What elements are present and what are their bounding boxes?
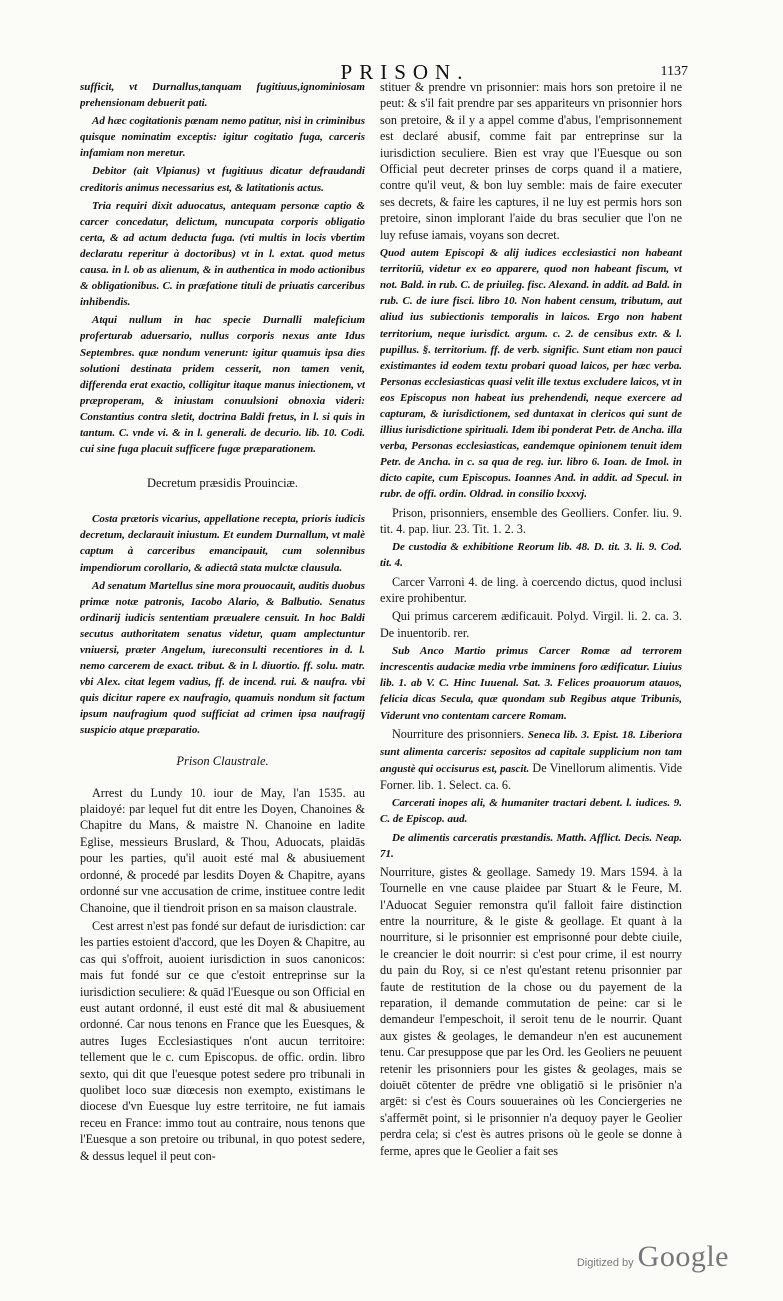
paragraph: Costa prætoris vicarius, appellatione recepta, prioris iudicis decretum, declarauit iniustum. Et eundem Durnallum, vt malè captum à carceribus emancipauit, cum solennibus impendiorum corollario, & adiectâ stata mulctæ clausula. xyxy=(80,513,365,574)
paragraph: Carcerati inopes ali, & humaniter tractari debent. l. iudices. 9. C. de Episcop. aud. xyxy=(380,797,682,826)
google-logo: Google xyxy=(637,1240,729,1273)
paragraph xyxy=(380,726,682,794)
paragraph: Debitor (ait Vlpianus) vt fugitiuus dicatur defraudandi creditoris animus necessarius est, & latitationis actus. xyxy=(80,165,365,194)
right-column xyxy=(380,79,682,1229)
left-column xyxy=(80,79,365,1229)
paragraph: Tria requiri dixit aduocatus, antequam personæ captio & carcer concedatur, delictum, nuncupata corporis obligatio certa, & ad actum deducta fuga. (vti multis in locis vbertim declaratu reperitur à doctoribus) vt in l. extat. quod metus causa. in l. ob as alienum, & in authentica in modo actionibus & obligationibus. C. in præfatione tituli de priuatis carceribus inhibendis. xyxy=(80,199,365,309)
watermark-prefix: Digitized by xyxy=(576,1257,634,1269)
paragraph: Ad hæc cogitationis pœnam nemo patitur, nisi in criminibus quisque nominatim exceptis: igitur cogitatio fuga, carceris infamiam non meretur. xyxy=(80,115,365,160)
paragraph: Qui primus carcerem ædificauit. Polyd. Virgil. li. 2. ca. 3. De inuentorib. rer. xyxy=(380,609,682,640)
section-heading: Prison Claustrale. xyxy=(176,753,269,768)
paragraph-reference: De Vinellorum alimentis. Vide Forner. lib. 1. Select. ca. 6. xyxy=(380,760,682,792)
section-heading: Decretum præsidis Prouinciæ. xyxy=(146,476,299,491)
paragraph: De alimentis carceratis præstandis. Matth. Afflict. Decis. Neap. 71. xyxy=(380,831,682,860)
paragraph: stituer & prendre vn prisonnier: mais hors son pretoire il ne peut: & s'il fait prendre par ses appariteurs vn prisonnier hors son pretoire, & il y a appel comme d'abus, l'emprisonnement est declaré abusif, comme fait par entreprinse sur la iurisdiction seculiere. Bien est vray que l'Euesque ou son Official peut decreter prinses de corps quand il a matiere, contre qu'il veut, & bon luy semble: mais de faire executer ses decrets, & faire les captures, il ne luy est permis hors son pretoire, sinon implorant l'aide du bras seculier que l'on ne luy refuse iamais, voyans son decret. xyxy=(380,80,682,242)
google-watermark xyxy=(577,1240,729,1274)
paragraph-citation: Seneca lib. 3. Epist. 18. Liberiora sunt alimenta carceris: sepositos ad capitale supplicium non tam angustè qui occisurus est, pascit. xyxy=(380,728,682,775)
paragraph: Nourriture, gistes & geollage. Samedy 19. Mars 1594. à la Tournelle en vne cause plaidee par Stuart & le Feure, M. l'Aduocat Seguier remonstra qu'il falloit faire distinction entre la nourriture, & le giste & geollage. Et quant à la nourriture, si le prisonnier est emprisonné pour debte ciuile, le creancier le doit nourrir: si c'est pour crime, il est nourry du pain du Roy, si ce n'est qu'estant retenu prisonnier par faute de restitution de la chose ou du payement de la reparation, il demande commutation de peine: car si le demandeur l'empeschoit, il seroit tenu de le nourrir. Quant aux gistes & geolages, le demandeur n'en est aucunement tenu. Car presuppose que par les Ord. les Geoliers ne peuuent retenir les prisonniers pour les gistes & geolages, mais se doiuēt cōtenter de prēdre vne obligatiō si le prisōnier n'a argēt: si c'est ès Cours souueraines où les Conciergeries ne s'affermēt point, si le prisonnier n'a dequoy payer le Geolier perdra cela; si c'est ès autres prisons où le geole se donne à ferme, apres que le Geolier a fait ses xyxy=(380,864,682,1158)
paragraph-lead: Nourriture des prisonniers. xyxy=(392,726,525,741)
paragraph: Sub Anco Martio primus Carcer Romæ ad terrorem increscentis audaciæ media vrbe imminens foro ædificatur. Liuius lib. 1. ab V. C. Hinc Iuuenal. Sat. 3. Felices proauorum atauos, felicia dicas Secula, quæ quondam sub Regibus atque Tribunis, Viderunt vno contentam carcere Romam. xyxy=(380,645,682,722)
paragraph: Prison, prisonniers, ensemble des Geolliers. Confer. liu. 9. tit. 4. pap. liur. 23. Tit. 1. 2. 3. xyxy=(380,505,682,536)
paragraph: Cest arrest n'est pas fondé sur defaut de iurisdiction: car les parties estoient d'accord, que les Doyen & Chapitre, au cas qui s'offroit, auoient iurisdiction in suos canonicos: mais fut fondé sur ce que c'estoit entreprinse sur la iurisdiction seculiere: & quād l'Euesque ou son Official en eust autant ordonné, il eust esté dit mal & abusiuement ordonné. Car nous tenons en France que les Euesques, & autres Iuges Ecclesiastiques n'ont aucun territoire: tellement que le c. cum Episcopus. de offic. ordin. libro sexto, qui dit que l'euesque potest sedere pro tribunali in quolibet loco suæ diœcesis non exempto, existimans le diocese d'vn Euesque luy estre territoire, ne fut iamais receu en France: immo tout au contraire, nous tenons que l'Euesque a son pretoire ou tribunal, in quo potest sedere, & dessus lequel il peut con- xyxy=(80,918,365,1163)
paragraph: Arrest du Lundy 10. iour de May, l'an 1535. au plaidoyé: par lequel fut dit entre les Doyen, Chanoines & Chapitre du Mans, & maistre N. Chanoine en ladite Eglise, messieurs Bruslard, & Thou, Aduocats, plaidās pour les parties, qu'il auoit esté mal & abusiuement ordonné, & procedé par lesdits Doyen & Chapitre, ayans ordonné sur vne accusation de crime, instituee contre ledit Chanoine, que il tiendroit prison en sa maison claustrale. xyxy=(80,785,365,915)
running-head: PRISON. xyxy=(340,60,470,84)
paragraph: sufficit, vt Durnallus,tanquam fugitiuus,ignominiosam prehensionam debuerit pati. xyxy=(80,81,365,110)
paragraph: Atqui nullum in hac specie Durnalli maleficium proferturab aduersario, nullus corporis nexus ante Idus Septembres. quæ nondum venerunt: igitur quamuis ipsa dies solutioni destinata pridem cesserit, non tamen venit, differenda erat exactio, colligitur itaque manus iniectionem, vt præproperam, & iniustam conuulsioni obnoxia videri: Constantius contra sletit, doctrina Baldi fretus, in l. si quis in tantum. C. vnde vi. & in l. generali. de decurio. lib. 10. Codi. cui sine fuga placuit sufficere fugæ præparationem. xyxy=(80,314,365,456)
paragraph: Carcer Varroni 4. de ling. à coercendo dictus, quod inclusi exire prohibentur. xyxy=(380,574,682,605)
paragraph: Quod autem Episcopi & alij iudices ecclesiastici non habeant territoriū, videtur ex eo apparere, quod non habeant fiscum, vt not. Bald. in rub. C. de priuileg. fisc. Alexand. in addit. ad Bald. in rub. C. de iure fisci. libro 10. Non habent censum, tributum, aut aliud ius subiectionis temporalis in laicos. Ergo non habent territorium, neque iurisdict. argum. c. 2. de censibus extr. & l. pupillus. §. territorium. ff. de verb. signific. Sunt etiam non pauci existimantes id eodem textu probari quoad laicos, per hæc verba. Personas ecclesiasticas quasi velit ille textus excludere laicos, vt in eos Episcopus non habeat ius prehendendi, neque exercere ad capturam, & iurisdictionem, sed duntaxat in clericos qui sunt de illius iurisdictione spirituali. Idem ibi ponderat Petr. de Ancha. illa verba, Personas ecclesiasticas, eandemque opinionem tenuit idem Petr. de Ancha. in c. sa qua de reg. iur. libro 6. Ioan. de Imol. in dicto capite, cum Episcopus. Ioannes And. in addit. ad Specul. in rubr. de offi. ordin. Oldrad. in consilio lxxxvj. xyxy=(380,247,682,501)
paragraph: Ad senatum Martellus sine mora prouocauit, auditis duobus primæ notæ patronis, Iacobo Alario, & Balbutio. Senatus ordinarij iudicis sententiam præualere censuit. In hoc Baldi secutus authoritatem senatus videtur, quam amplectuntur vniuersi, præter Angelum, iureconsulti recentiores in d. l. nemo carcerem de exact. tribut. & in l. diuortio. ff. solu. matr. vbi Alex. citat legem vadius, ff. de incend. rui. & naufra. vbi quis dicitur rapere ex naufragio, quamuis nondum sit factum ipsum naufragium quod sufficiat ad crimen ipsa naufragij suspicio atque præparatio. xyxy=(80,579,365,737)
page-number: 1137 xyxy=(660,64,688,79)
paragraph: De custodia & exhibitione Reorum lib. 48. D. tit. 3. li. 9. Cod. tit. 4. xyxy=(380,541,682,570)
